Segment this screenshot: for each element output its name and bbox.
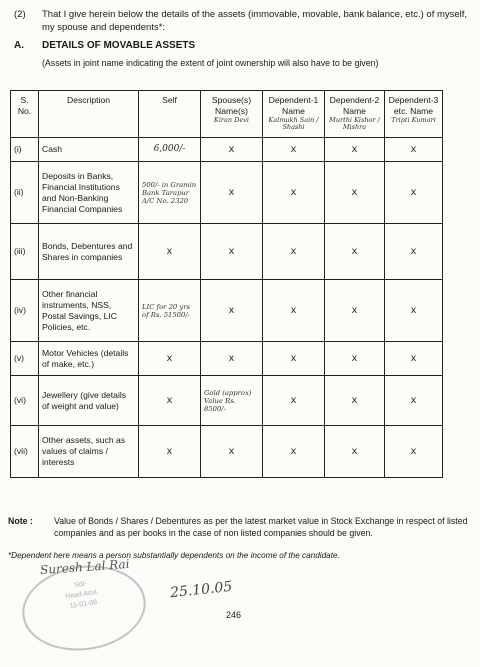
- row-spouse-value: x: [201, 224, 263, 280]
- header-dependent-2-label: Dependent-2 Name: [329, 95, 380, 116]
- row-dependent-3-value: x: [385, 376, 443, 426]
- row-sno: (iii): [11, 224, 39, 280]
- header-spouse: [201, 91, 263, 138]
- row-dependent-3-value: x: [385, 342, 443, 376]
- header-dependent-1-label: Dependent-1 Name: [268, 95, 319, 116]
- dependent-3-name-handwritten: Tripti Kumari: [391, 116, 436, 124]
- row-dependent-1-value: x: [263, 224, 325, 280]
- row-sno: (v): [11, 342, 39, 376]
- header-dependent-1: [263, 91, 325, 138]
- row-dependent-2-value: x: [325, 426, 385, 478]
- header-spouse-label: Spouse(s) Name(s): [211, 95, 252, 116]
- table-row: [11, 426, 443, 478]
- row-description: Cash: [39, 138, 139, 162]
- table-row: [11, 376, 443, 426]
- table-row: [11, 138, 443, 162]
- spouse-name-handwritten: Kiran Devi: [214, 116, 249, 124]
- row-dependent-2-value: x: [325, 342, 385, 376]
- row-self-value: x: [139, 224, 201, 280]
- table-header-row: [11, 91, 443, 138]
- movable-assets-table: [10, 90, 443, 478]
- row-dependent-2-value: x: [325, 162, 385, 224]
- row-dependent-2-value: x: [325, 224, 385, 280]
- row-description: Motor Vehicles (details of make, etc.): [39, 342, 139, 376]
- dependent-1-name-handwritten: Kalmukh Sain / Shashi: [268, 116, 319, 131]
- header-sno: S. No.: [11, 91, 39, 138]
- header-self: Self: [139, 91, 201, 138]
- section-subnote: (Assets in joint name indicating the extent of joint ownership will also have to be given): [42, 58, 379, 68]
- header-dependent-2: [325, 91, 385, 138]
- row-sno: (i): [11, 138, 39, 162]
- header-dependent-3: [385, 91, 443, 138]
- row-dependent-3-value: x: [385, 280, 443, 342]
- intro-number: (2): [14, 9, 26, 20]
- dependent-2-name-handwritten: Murthi Kishor / Mishra: [329, 116, 380, 131]
- row-description: Other assets, such as values of claims / interests: [39, 426, 139, 478]
- row-description: Bonds, Debentures and Shares in companies: [39, 224, 139, 280]
- row-sno: (vii): [11, 426, 39, 478]
- section-letter: A.: [14, 40, 24, 51]
- row-dependent-2-value: x: [325, 138, 385, 162]
- row-self-value: LIC for 20 yrs of Rs. 51500/-: [139, 280, 201, 342]
- row-spouse-value: x: [201, 342, 263, 376]
- row-spouse-value: x: [201, 162, 263, 224]
- row-dependent-3-value: x: [385, 162, 443, 224]
- row-self-value: x: [139, 342, 201, 376]
- row-dependent-3-value: x: [385, 224, 443, 280]
- row-spouse-value: Gold (approx) Value Rs. 8500/-: [201, 376, 263, 426]
- row-dependent-1-value: x: [263, 342, 325, 376]
- row-spouse-value: x: [201, 138, 263, 162]
- header-description: Description: [39, 91, 139, 138]
- row-dependent-2-value: x: [325, 376, 385, 426]
- row-spouse-value: x: [201, 426, 263, 478]
- table-row: [11, 342, 443, 376]
- table-row: [11, 162, 443, 224]
- page-number: 246: [226, 610, 242, 620]
- table-row: [11, 224, 443, 280]
- row-dependent-1-value: x: [263, 426, 325, 478]
- row-dependent-1-value: x: [263, 162, 325, 224]
- stamp-line: Head Asst.: [64, 588, 100, 601]
- row-sno: (ii): [11, 162, 39, 224]
- row-description: Jewellery (give details of weight and value): [39, 376, 139, 426]
- row-dependent-1-value: x: [263, 280, 325, 342]
- row-dependent-1-value: x: [263, 376, 325, 426]
- intro-paragraph: [14, 8, 470, 34]
- row-self-value: x: [139, 376, 201, 426]
- valuation-note: [8, 515, 474, 539]
- stamp-line: Sd/-: [73, 580, 88, 590]
- row-self-value: x: [139, 426, 201, 478]
- row-dependent-2-value: x: [325, 280, 385, 342]
- row-sno: (vi): [11, 376, 39, 426]
- row-dependent-3-value: x: [385, 426, 443, 478]
- row-dependent-1-value: x: [263, 138, 325, 162]
- row-sno: (iv): [11, 280, 39, 342]
- row-self-value: 500/- in Gramin Bank Tarapur A/C No. 2320: [139, 162, 201, 224]
- dependent-footnote: *Dependent here means a person substantially dependents on the income of the candidate.: [8, 551, 340, 560]
- header-dependent-3-label: Dependent-3 etc. Name: [388, 95, 439, 116]
- section-title: DETAILS OF MOVABLE ASSETS: [42, 40, 196, 51]
- table-row: [11, 280, 443, 342]
- row-description: Deposits in Banks, Financial Institutions and Non-Banking Financial Companies: [39, 162, 139, 224]
- intro-text: That I give herein below the details of the assets (immovable, movable, bank balance, etc.) of myself, my spouse and dependents*:: [42, 9, 468, 33]
- row-description: Other financial instruments, NSS, Postal Savings, LIC Policies, etc.: [39, 280, 139, 342]
- note-label: Note :: [8, 516, 33, 526]
- row-self-value: 6,000/-: [139, 138, 201, 162]
- row-dependent-3-value: x: [385, 138, 443, 162]
- row-spouse-value: x: [201, 280, 263, 342]
- handwritten-date: 25.10.05: [169, 578, 234, 602]
- handwritten-signature: Suresh Lal Rai: [39, 556, 130, 578]
- stamp-line: 11-01-08: [69, 599, 98, 610]
- note-text: Value of Bonds / Shares / Debentures as per the latest market value in Stock Exchange in respect of listed companies and as per books in the case of non listed companies should be given.: [54, 516, 468, 538]
